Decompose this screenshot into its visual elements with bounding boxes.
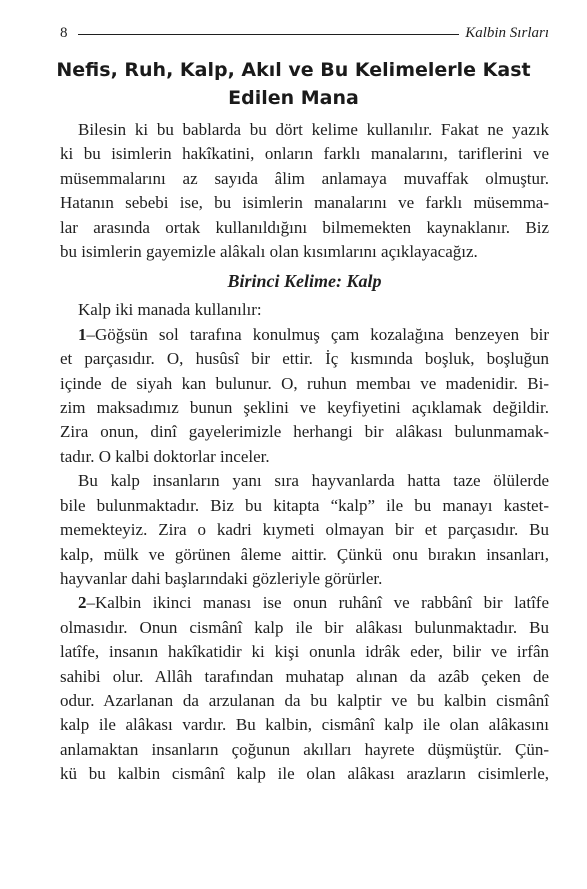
paragraph-3 bbox=[60, 323, 549, 469]
text-line: 1–Göğsün sol tarafına konulmuş çam kozalağına benzeyen bir bbox=[78, 324, 549, 344]
text-line: içinde de siyah kan bulunur. O, ruhun membaı ve madenidir. Bi- bbox=[60, 373, 549, 393]
text-line: anlamaktan insanların çoğunun akılları hayrete düşmüştür. Çün- bbox=[60, 739, 549, 759]
page-number: 8 bbox=[60, 24, 68, 41]
text-line: lar arasında ortak kullanıldığını bilmemekten kaynaklanır. Biz bbox=[60, 217, 549, 237]
text-line: Hatanın sebebi ise, bu isimlerin manalarını ve farklı müsemma- bbox=[60, 193, 549, 213]
section-title-line-2: Edilen Mana bbox=[228, 87, 359, 109]
text-line: sahibi olur. Allâh tarafından muhatap alınan da azâb çeken de bbox=[60, 666, 549, 686]
item-number: 1 bbox=[78, 324, 87, 344]
text-line: hayvanlar dahi başlarındaki gözleriyle görürler. bbox=[60, 568, 383, 588]
text-line: kalp ile alâkası vardır. Bu kalbin, cismânî kalp ile olan alâkasını bbox=[60, 715, 549, 735]
text-line: latîfe, insanın hakîkatidir ki kişi onunla idrâk eder, bilir ve irfân bbox=[60, 642, 549, 662]
section-title-line-1: Nefis, Ruh, Kalp, Akıl ve Bu Kelimelerle Kast bbox=[56, 59, 531, 81]
text-line: bu isimlerin gayemizle alâkalı olan kısımlarını açıklayacağız. bbox=[60, 242, 478, 262]
text-line: Bilesin ki bu bablarda bu dört kelime kullanılır. Fakat ne yazık bbox=[78, 120, 549, 139]
text-line: olmasıdır. Onun cismânî kalp ile bir alâkası bulunmaktadır. Bu bbox=[60, 617, 549, 637]
text-line: bile bulunmaktadır. Biz bu kitapta “kalp” ile bu manayı kastet- bbox=[60, 495, 549, 515]
text-line: et parçasıdır. O, husûsî bir ettir. İç kısmında boşluk, boşluğun bbox=[60, 349, 549, 369]
text-line: ki bu isimlerin hakîkatini, onların farklı manalarını, tariflerini ve bbox=[60, 144, 549, 164]
paragraph-4 bbox=[60, 469, 549, 591]
text-line: Zira onun, dinî gayelerimizle herhangi bir alâkası bulunmamak- bbox=[60, 422, 549, 442]
text-line: memekteyiz. Zira o kadri kıymeti olmayan bir et parçasıdır. Bu bbox=[60, 520, 549, 540]
text-line: müsemmalarını az sayıda âlim anlamaya muvaffak olmuştur. bbox=[60, 168, 549, 188]
section-title bbox=[40, 56, 547, 112]
text-line: 2–Kalbin ikinci manası ise onun ruhânî ve rabbânî bir latîfe bbox=[78, 593, 549, 613]
running-title: Kalbin Sırları bbox=[465, 24, 549, 41]
item-number: 2 bbox=[78, 593, 87, 613]
text-line: tadır. O kalbi doktorlar inceler. bbox=[60, 446, 270, 466]
text-line: odur. Azarlanan da arzulanan da bu kalptir ve bu kalbin cismânî bbox=[60, 690, 549, 710]
paragraph-1 bbox=[60, 118, 549, 264]
paragraph-5 bbox=[60, 591, 549, 786]
text-line: Kalp iki manada kullanılır: bbox=[78, 300, 262, 320]
text-line: kalp, mülk ve görünen âleme aittir. Çünkü onu bırakın insanları, bbox=[60, 544, 549, 564]
page-header bbox=[60, 22, 549, 44]
text-line: Bu kalp insanların yanı sıra hayvanlarda hatta taze ölülerde bbox=[78, 471, 549, 491]
body-text bbox=[60, 118, 549, 787]
subheading: Birinci Kelime: Kalp bbox=[227, 271, 382, 292]
paragraph-2 bbox=[60, 298, 549, 322]
text-line: kü bu kalbin cismânî kalp ile olan alâkası arazların cisimlerle, bbox=[60, 764, 549, 784]
text-line: zim maksadımız bunun şeklini ve keyfiyetini açıklamak değildir. bbox=[60, 398, 549, 418]
header-rule bbox=[78, 34, 460, 35]
